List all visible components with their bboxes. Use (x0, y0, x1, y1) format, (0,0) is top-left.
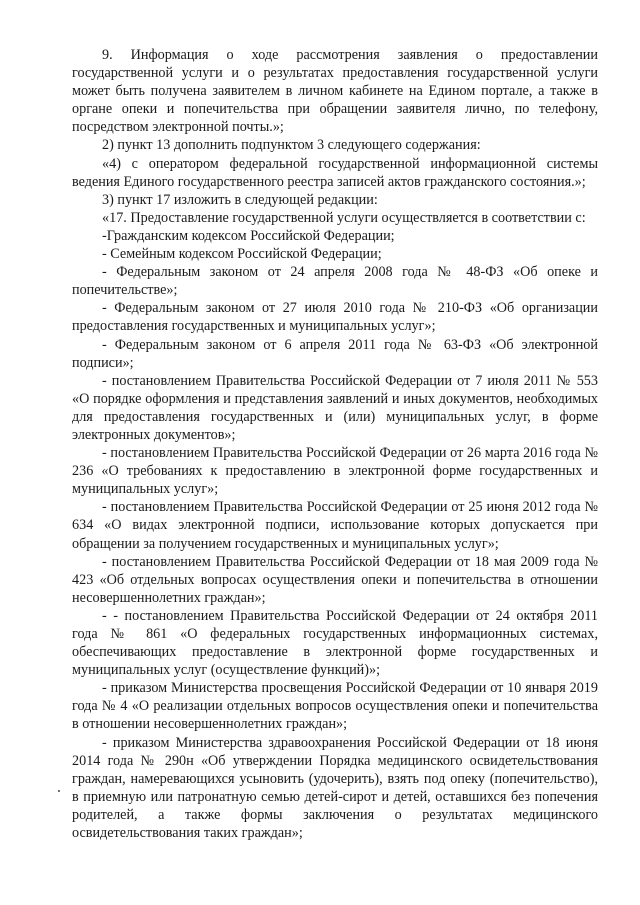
paragraph-item-9: 9. Информация о ходе рассмотрения заявления о предоставлении государственной услуги и о результатах предоставления государственной услуги может быть получена заявителем в личном кабинете на Едином портале, а также в органе опеки и попечительства при обращении заявителя лично, по телефону, посредством электронной почты.»; (72, 47, 598, 136)
list-item-law-210fz: - Федеральным законом от 27 июля 2010 года № 210-ФЗ «Об организации предоставления государственных и муниципальных услуг»; (72, 300, 598, 335)
paragraph-amendment-2: 2) пункт 13 дополнить подпунктом 3 следующего содержания: (102, 137, 481, 154)
list-item-law-48fz: - Федеральным законом от 24 апреля 2008 года № 48-ФЗ «Об опеке и попечительстве»; (72, 264, 598, 299)
list-item-decree-861: - - постановлением Правительства Российской Федерации от 24 октября 2011 года № 861 «О федеральных государственных информационных системах, обеспечивающих предоставление в электронной форме государственных и муниципальных услуг (осуществление функций)»; (72, 607, 598, 679)
document-page (72, 46, 598, 842)
list-item-decree-553: - постановлением Правительства Российской Федерации от 7 июля 2011 № 553 «О порядке оформления и представления заявлений и иных документов, необходимых для предоставления государственных и (или) муниципальных услуг, в форме электронных документов»; (72, 372, 598, 443)
paragraph-item-17: «17. Предоставление государственной услуги осуществляется в соответствии с: (102, 209, 586, 226)
list-item-decree-634: - постановлением Правительства Российской Федерации от 25 июня 2012 года № 634 «О видах электронной подписи, использование которых допускается при обращении за получением государственных и муниципальных услуг»; (72, 499, 598, 552)
paragraph-amendment-3: 3) пункт 17 изложить в следующей редакции: (102, 191, 378, 208)
list-item-decree-236: - постановлением Правительства Российской Федерации от 26 марта 2016 года № 236 «О требованиях к предоставлению в электронной форме государственных и муниципальных услуг»; (72, 445, 598, 498)
list-item-decree-423: - постановлением Правительства Российской Федерации от 18 мая 2009 года № 423 «Об отдельных вопросах осуществления опеки и попечительства в отношении несовершеннолетних граждан»; (72, 553, 598, 606)
scan-speck (58, 790, 60, 792)
paragraph-subitem-4: «4) с оператором федеральной государственной информационной системы ведения Единого государственного реестра записей актов гражданского состояния.»; (72, 155, 598, 190)
list-item-order-290n: - приказом Министерства здравоохранения Российской Федерации от 18 июня 2014 года № 290н «Об утверждении Порядка медицинского освидетельствования граждан, намеревающихся усыновить (удочерить), взять под опеку (попечительство), в приемную или патронатную семью детей-сирот и детей, оставшихся без попечения родителей, а также формы заключения о результатах медицинского освидетельствования таких граждан»; (72, 734, 598, 842)
list-item-law-63fz: - Федеральным законом от 6 апреля 2011 года № 63-ФЗ «Об электронной подписи»; (72, 336, 598, 371)
list-item-order-4: - приказом Министерства просвещения Российской Федерации от 10 января 2019 года № 4 «О реализации отдельных вопросов осуществления опеки и попечительства в отношении несовершеннолетних граждан»; (72, 680, 598, 733)
list-item-civil-code: -Гражданским кодексом Российской Федерации; (102, 227, 395, 244)
list-item-family-code: - Семейным кодексом Российской Федерации; (102, 246, 382, 263)
